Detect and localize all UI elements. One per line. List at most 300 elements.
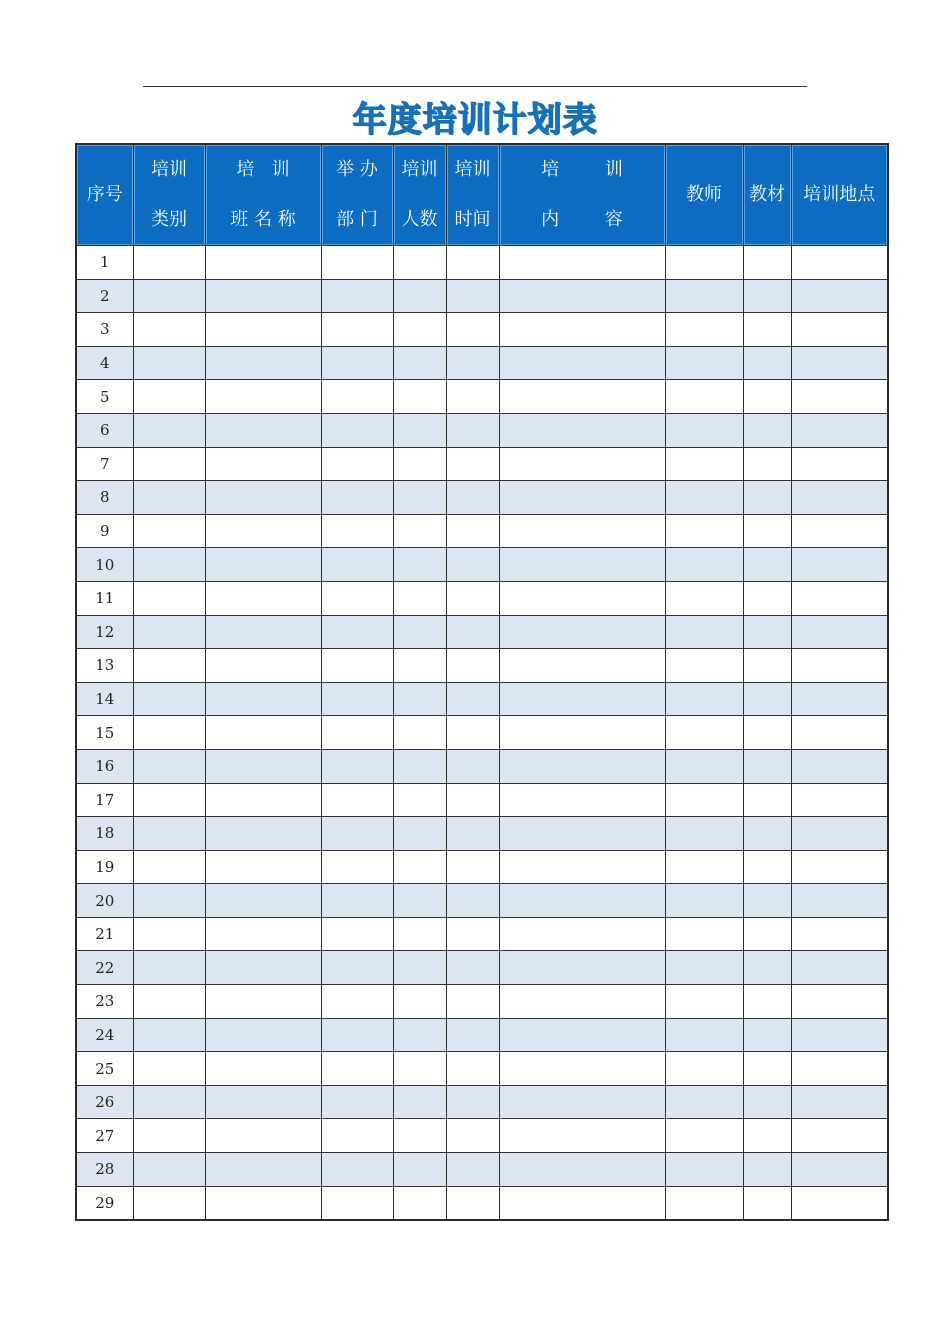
cell-material[interactable]: [743, 850, 791, 884]
cell-teacher[interactable]: [665, 985, 743, 1019]
cell-class_name[interactable]: [205, 884, 321, 918]
cell-headcount[interactable]: [393, 413, 446, 447]
row-number-cell: 27: [76, 1119, 133, 1153]
cell-class_name[interactable]: [205, 951, 321, 985]
header-time-line-2: 时间: [454, 209, 491, 230]
cell-teacher[interactable]: [665, 850, 743, 884]
cell-category[interactable]: [133, 246, 205, 280]
cell-class_name[interactable]: [205, 413, 321, 447]
cell-department[interactable]: [321, 615, 393, 649]
cell-category[interactable]: [133, 951, 205, 985]
cell-department[interactable]: [321, 1085, 393, 1119]
cell-category[interactable]: [133, 447, 205, 481]
cell-location[interactable]: [791, 985, 888, 1019]
cell-content[interactable]: [499, 783, 665, 817]
cell-content[interactable]: [499, 246, 665, 280]
cell-class_name[interactable]: [205, 313, 321, 347]
header-department: [321, 144, 393, 246]
cell-time[interactable]: [446, 514, 499, 548]
cell-location[interactable]: [791, 682, 888, 716]
cell-teacher[interactable]: [665, 548, 743, 582]
cell-headcount[interactable]: [393, 615, 446, 649]
cell-time[interactable]: [446, 346, 499, 380]
table-row: [76, 1119, 888, 1153]
row-number-cell: 4: [76, 346, 133, 380]
header-seq-label: 序号: [86, 184, 123, 205]
cell-category[interactable]: [133, 514, 205, 548]
cell-material[interactable]: [743, 917, 791, 951]
cell-class_name[interactable]: [205, 279, 321, 313]
cell-headcount[interactable]: [393, 313, 446, 347]
header-material: [743, 144, 791, 246]
cell-content[interactable]: [499, 884, 665, 918]
header-content: [499, 144, 665, 246]
cell-department[interactable]: [321, 817, 393, 851]
row-number-cell: 2: [76, 279, 133, 313]
cell-content[interactable]: [499, 413, 665, 447]
cell-location[interactable]: [791, 313, 888, 347]
cell-category[interactable]: [133, 817, 205, 851]
cell-department[interactable]: [321, 514, 393, 548]
cell-content[interactable]: [499, 1018, 665, 1052]
cell-content[interactable]: [499, 346, 665, 380]
cell-material[interactable]: [743, 380, 791, 414]
cell-department[interactable]: [321, 1052, 393, 1086]
cell-class_name[interactable]: [205, 1153, 321, 1187]
cell-category[interactable]: [133, 884, 205, 918]
cell-class_name[interactable]: [205, 985, 321, 1019]
cell-category[interactable]: [133, 548, 205, 582]
cell-teacher[interactable]: [665, 615, 743, 649]
cell-time[interactable]: [446, 1085, 499, 1119]
cell-teacher[interactable]: [665, 346, 743, 380]
cell-class_name[interactable]: [205, 548, 321, 582]
cell-material[interactable]: [743, 313, 791, 347]
cell-category[interactable]: [133, 413, 205, 447]
header-headcount: [393, 144, 446, 246]
row-number-cell: 28: [76, 1153, 133, 1187]
cell-teacher[interactable]: [665, 917, 743, 951]
cell-location[interactable]: [791, 481, 888, 515]
cell-category[interactable]: [133, 1153, 205, 1187]
cell-department[interactable]: [321, 917, 393, 951]
cell-teacher[interactable]: [665, 749, 743, 783]
cell-teacher[interactable]: [665, 1186, 743, 1220]
cell-content[interactable]: [499, 1052, 665, 1086]
cell-class_name[interactable]: [205, 481, 321, 515]
cell-material[interactable]: [743, 749, 791, 783]
cell-category[interactable]: [133, 1018, 205, 1052]
cell-department[interactable]: [321, 313, 393, 347]
cell-content[interactable]: [499, 380, 665, 414]
cell-teacher[interactable]: [665, 1085, 743, 1119]
cell-location[interactable]: [791, 447, 888, 481]
cell-time[interactable]: [446, 447, 499, 481]
cell-category[interactable]: [133, 279, 205, 313]
row-number-cell: 9: [76, 514, 133, 548]
cell-department[interactable]: [321, 783, 393, 817]
cell-location[interactable]: [791, 246, 888, 280]
cell-material[interactable]: [743, 884, 791, 918]
cell-teacher[interactable]: [665, 716, 743, 750]
cell-location[interactable]: [791, 1085, 888, 1119]
cell-category[interactable]: [133, 917, 205, 951]
cell-teacher[interactable]: [665, 1153, 743, 1187]
cell-time[interactable]: [446, 716, 499, 750]
cell-department[interactable]: [321, 548, 393, 582]
row-number-cell: 22: [76, 951, 133, 985]
cell-teacher[interactable]: [665, 1052, 743, 1086]
table-row: [76, 985, 888, 1019]
cell-category[interactable]: [133, 850, 205, 884]
cell-class_name[interactable]: [205, 716, 321, 750]
page-title: 年度培训计划表: [352, 100, 598, 140]
cell-headcount[interactable]: [393, 682, 446, 716]
cell-location[interactable]: [791, 413, 888, 447]
cell-category[interactable]: [133, 313, 205, 347]
cell-headcount[interactable]: [393, 951, 446, 985]
cell-time[interactable]: [446, 246, 499, 280]
cell-category[interactable]: [133, 985, 205, 1019]
cell-class_name[interactable]: [205, 917, 321, 951]
cell-headcount[interactable]: [393, 1186, 446, 1220]
cell-headcount[interactable]: [393, 548, 446, 582]
cell-time[interactable]: [446, 1186, 499, 1220]
cell-material[interactable]: [743, 1186, 791, 1220]
header-teacher-label: 教师: [686, 184, 722, 205]
cell-time[interactable]: [446, 850, 499, 884]
cell-class_name[interactable]: [205, 581, 321, 615]
cell-location[interactable]: [791, 1119, 888, 1153]
cell-category[interactable]: [133, 1119, 205, 1153]
row-number-cell: 20: [76, 884, 133, 918]
cell-department[interactable]: [321, 716, 393, 750]
table-row: [76, 581, 888, 615]
cell-material[interactable]: [743, 548, 791, 582]
table-row: [76, 279, 888, 313]
cell-headcount[interactable]: [393, 514, 446, 548]
cell-class_name[interactable]: [205, 850, 321, 884]
cell-class_name[interactable]: [205, 1186, 321, 1220]
cell-time[interactable]: [446, 682, 499, 716]
cell-material[interactable]: [743, 649, 791, 683]
cell-category[interactable]: [133, 615, 205, 649]
cell-location[interactable]: [791, 1186, 888, 1220]
cell-material[interactable]: [743, 581, 791, 615]
cell-content[interactable]: [499, 514, 665, 548]
cell-location[interactable]: [791, 615, 888, 649]
cell-content[interactable]: [499, 1119, 665, 1153]
cell-material[interactable]: [743, 1052, 791, 1086]
cell-department[interactable]: [321, 279, 393, 313]
cell-category[interactable]: [133, 380, 205, 414]
cell-category[interactable]: [133, 481, 205, 515]
cell-time[interactable]: [446, 581, 499, 615]
table-row: [76, 917, 888, 951]
cell-teacher[interactable]: [665, 380, 743, 414]
cell-headcount[interactable]: [393, 817, 446, 851]
cell-time[interactable]: [446, 279, 499, 313]
cell-content[interactable]: [499, 850, 665, 884]
cell-time[interactable]: [446, 917, 499, 951]
cell-teacher[interactable]: [665, 1119, 743, 1153]
cell-content[interactable]: [499, 615, 665, 649]
cell-category[interactable]: [133, 346, 205, 380]
row-number-cell: 25: [76, 1052, 133, 1086]
cell-content[interactable]: [499, 581, 665, 615]
cell-department[interactable]: [321, 1119, 393, 1153]
cell-location[interactable]: [791, 951, 888, 985]
cell-content[interactable]: [499, 817, 665, 851]
header-location: [791, 144, 888, 246]
cell-headcount[interactable]: [393, 346, 446, 380]
cell-class_name[interactable]: [205, 649, 321, 683]
cell-material[interactable]: [743, 1119, 791, 1153]
cell-class_name[interactable]: [205, 514, 321, 548]
cell-teacher[interactable]: [665, 481, 743, 515]
cell-time[interactable]: [446, 951, 499, 985]
table-row: [76, 481, 888, 515]
cell-headcount[interactable]: [393, 985, 446, 1019]
cell-department[interactable]: [321, 346, 393, 380]
cell-content[interactable]: [499, 749, 665, 783]
cell-content[interactable]: [499, 985, 665, 1019]
cell-location[interactable]: [791, 279, 888, 313]
cell-location[interactable]: [791, 1052, 888, 1086]
cell-category[interactable]: [133, 682, 205, 716]
cell-teacher[interactable]: [665, 817, 743, 851]
cell-department[interactable]: [321, 850, 393, 884]
cell-department[interactable]: [321, 985, 393, 1019]
cell-location[interactable]: [791, 850, 888, 884]
cell-content[interactable]: [499, 1153, 665, 1187]
cell-material[interactable]: [743, 346, 791, 380]
cell-teacher[interactable]: [665, 682, 743, 716]
cell-class_name[interactable]: [205, 1018, 321, 1052]
cell-material[interactable]: [743, 783, 791, 817]
cell-material[interactable]: [743, 246, 791, 280]
cell-class_name[interactable]: [205, 380, 321, 414]
cell-category[interactable]: [133, 749, 205, 783]
cell-headcount[interactable]: [393, 884, 446, 918]
cell-headcount[interactable]: [393, 749, 446, 783]
cell-department[interactable]: [321, 380, 393, 414]
cell-content[interactable]: [499, 447, 665, 481]
cell-department[interactable]: [321, 447, 393, 481]
cell-material[interactable]: [743, 817, 791, 851]
cell-headcount[interactable]: [393, 447, 446, 481]
cell-time[interactable]: [446, 313, 499, 347]
cell-location[interactable]: [791, 380, 888, 414]
cell-location[interactable]: [791, 346, 888, 380]
cell-content[interactable]: [499, 951, 665, 985]
cell-time[interactable]: [446, 985, 499, 1019]
cell-time[interactable]: [446, 749, 499, 783]
cell-headcount[interactable]: [393, 1119, 446, 1153]
cell-department[interactable]: [321, 649, 393, 683]
header-seq: [76, 144, 133, 246]
row-number-cell: 18: [76, 817, 133, 851]
cell-location[interactable]: [791, 649, 888, 683]
cell-location[interactable]: [791, 548, 888, 582]
cell-material[interactable]: [743, 716, 791, 750]
cell-class_name[interactable]: [205, 615, 321, 649]
cell-teacher[interactable]: [665, 649, 743, 683]
table-row: [76, 514, 888, 548]
cell-content[interactable]: [499, 548, 665, 582]
cell-content[interactable]: [499, 917, 665, 951]
cell-content[interactable]: [499, 279, 665, 313]
cell-location[interactable]: [791, 749, 888, 783]
cell-location[interactable]: [791, 884, 888, 918]
cell-time[interactable]: [446, 1052, 499, 1086]
table-row: [76, 1085, 888, 1119]
cell-teacher[interactable]: [665, 951, 743, 985]
cell-class_name[interactable]: [205, 1085, 321, 1119]
cell-headcount[interactable]: [393, 380, 446, 414]
cell-time[interactable]: [446, 1018, 499, 1052]
cell-content[interactable]: [499, 1186, 665, 1220]
cell-time[interactable]: [446, 413, 499, 447]
cell-teacher[interactable]: [665, 313, 743, 347]
cell-class_name[interactable]: [205, 817, 321, 851]
cell-content[interactable]: [499, 682, 665, 716]
cell-content[interactable]: [499, 313, 665, 347]
cell-material[interactable]: [743, 1018, 791, 1052]
cell-material[interactable]: [743, 1153, 791, 1187]
cell-department[interactable]: [321, 951, 393, 985]
cell-headcount[interactable]: [393, 1052, 446, 1086]
cell-class_name[interactable]: [205, 346, 321, 380]
table-row: [76, 1018, 888, 1052]
cell-headcount[interactable]: [393, 481, 446, 515]
cell-class_name[interactable]: [205, 246, 321, 280]
cell-material[interactable]: [743, 447, 791, 481]
cell-category[interactable]: [133, 1052, 205, 1086]
cell-department[interactable]: [321, 413, 393, 447]
cell-teacher[interactable]: [665, 413, 743, 447]
cell-class_name[interactable]: [205, 447, 321, 481]
cell-location[interactable]: [791, 817, 888, 851]
cell-teacher[interactable]: [665, 246, 743, 280]
header-headcount-line-1: 培训: [401, 159, 438, 180]
cell-teacher[interactable]: [665, 1018, 743, 1052]
cell-category[interactable]: [133, 716, 205, 750]
cell-content[interactable]: [499, 716, 665, 750]
cell-department[interactable]: [321, 884, 393, 918]
cell-headcount[interactable]: [393, 917, 446, 951]
cell-teacher[interactable]: [665, 279, 743, 313]
header-department-line-2: 部 门: [336, 209, 378, 230]
cell-time[interactable]: [446, 1153, 499, 1187]
cell-location[interactable]: [791, 581, 888, 615]
table-row: [76, 313, 888, 347]
table-row: [76, 817, 888, 851]
cell-class_name[interactable]: [205, 1052, 321, 1086]
cell-category[interactable]: [133, 649, 205, 683]
header-content-line-2: 内 容: [541, 209, 623, 230]
cell-location[interactable]: [791, 783, 888, 817]
cell-material[interactable]: [743, 279, 791, 313]
cell-headcount[interactable]: [393, 1153, 446, 1187]
cell-category[interactable]: [133, 1085, 205, 1119]
cell-material[interactable]: [743, 951, 791, 985]
cell-time[interactable]: [446, 817, 499, 851]
cell-time[interactable]: [446, 1119, 499, 1153]
table-row: [76, 951, 888, 985]
cell-material[interactable]: [743, 1085, 791, 1119]
cell-headcount[interactable]: [393, 581, 446, 615]
cell-location[interactable]: [791, 1018, 888, 1052]
cell-material[interactable]: [743, 682, 791, 716]
cell-teacher[interactable]: [665, 581, 743, 615]
cell-time[interactable]: [446, 380, 499, 414]
cell-department[interactable]: [321, 581, 393, 615]
cell-material[interactable]: [743, 413, 791, 447]
cell-department[interactable]: [321, 749, 393, 783]
row-number-cell: 14: [76, 682, 133, 716]
cell-teacher[interactable]: [665, 884, 743, 918]
cell-department[interactable]: [321, 682, 393, 716]
cell-content[interactable]: [499, 649, 665, 683]
cell-category[interactable]: [133, 581, 205, 615]
header-material-label: 教材: [749, 184, 785, 205]
cell-time[interactable]: [446, 884, 499, 918]
cell-headcount[interactable]: [393, 649, 446, 683]
cell-department[interactable]: [321, 1186, 393, 1220]
cell-teacher[interactable]: [665, 514, 743, 548]
cell-location[interactable]: [791, 514, 888, 548]
cell-class_name[interactable]: [205, 1119, 321, 1153]
cell-department[interactable]: [321, 481, 393, 515]
cell-class_name[interactable]: [205, 749, 321, 783]
cell-location[interactable]: [791, 1153, 888, 1187]
cell-class_name[interactable]: [205, 783, 321, 817]
cell-headcount[interactable]: [393, 246, 446, 280]
cell-category[interactable]: [133, 1186, 205, 1220]
cell-teacher[interactable]: [665, 447, 743, 481]
cell-department[interactable]: [321, 1153, 393, 1187]
cell-teacher[interactable]: [665, 783, 743, 817]
cell-headcount[interactable]: [393, 1018, 446, 1052]
cell-material[interactable]: [743, 514, 791, 548]
cell-content[interactable]: [499, 1085, 665, 1119]
cell-time[interactable]: [446, 783, 499, 817]
cell-material[interactable]: [743, 615, 791, 649]
cell-headcount[interactable]: [393, 279, 446, 313]
cell-material[interactable]: [743, 481, 791, 515]
cell-time[interactable]: [446, 649, 499, 683]
cell-headcount[interactable]: [393, 716, 446, 750]
cell-time[interactable]: [446, 548, 499, 582]
cell-headcount[interactable]: [393, 850, 446, 884]
cell-headcount[interactable]: [393, 783, 446, 817]
cell-headcount[interactable]: [393, 1085, 446, 1119]
cell-material[interactable]: [743, 985, 791, 1019]
cell-content[interactable]: [499, 481, 665, 515]
cell-time[interactable]: [446, 481, 499, 515]
training-plan-table: [75, 143, 889, 1221]
cell-location[interactable]: [791, 716, 888, 750]
cell-class_name[interactable]: [205, 682, 321, 716]
top-rule: [143, 86, 807, 87]
cell-department[interactable]: [321, 1018, 393, 1052]
cell-category[interactable]: [133, 783, 205, 817]
table-row: [76, 1186, 888, 1220]
cell-location[interactable]: [791, 917, 888, 951]
cell-time[interactable]: [446, 615, 499, 649]
cell-department[interactable]: [321, 246, 393, 280]
